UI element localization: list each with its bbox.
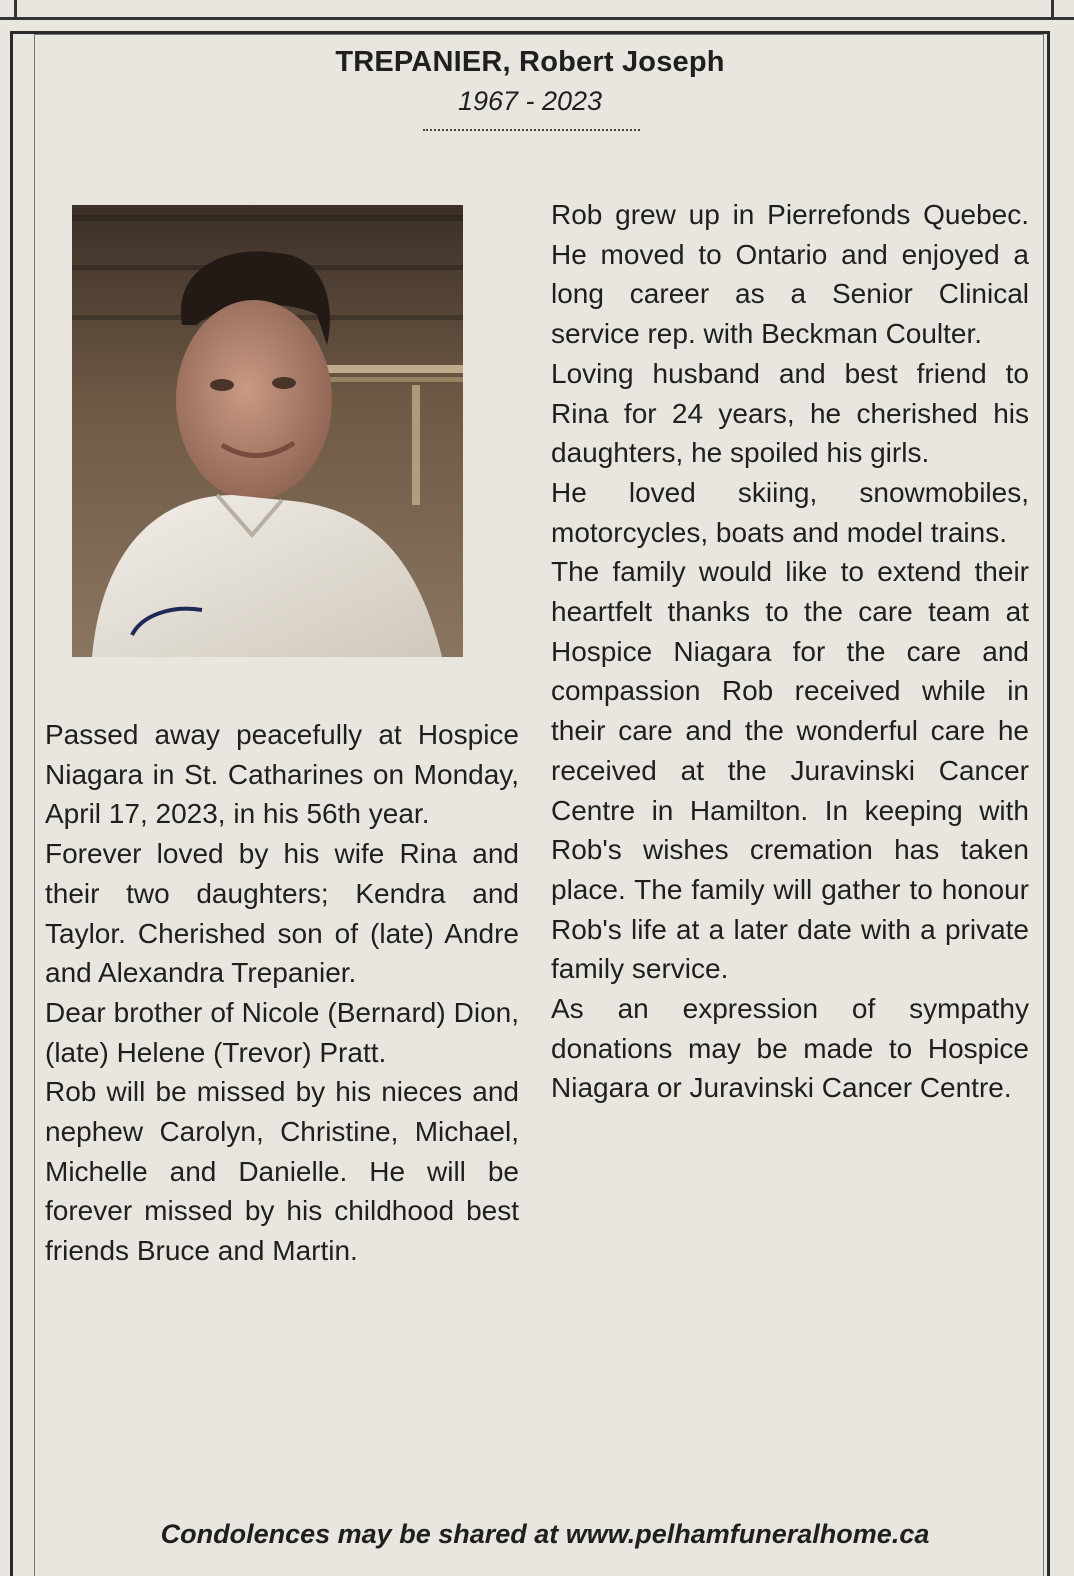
paragraph-donations: As an expression of sympathy donations may be made to Hospice Niagara or Juravinski Cancer Centre.: [551, 993, 1029, 1104]
obituary-left-column: [45, 715, 519, 1271]
paragraph-siblings: Dear brother of Nicole (Bernard) Dion, (late) Helene (Trevor) Pratt.: [45, 996, 519, 1068]
obituary-right-column: [551, 195, 1029, 1108]
paragraph-husband: Loving husband and best friend to Rina for 24 years, he cherished his daughters, he spoiled his girls.: [551, 357, 1029, 469]
condolences-footer: Condolences may be shared at www.pelhamfuneralhome.ca: [160, 1519, 930, 1549]
life-years: 1967 - 2023: [457, 86, 603, 116]
paragraph-missed-by: Rob will be missed by his nieces and nephew Carolyn, Christine, Michael, Michelle and Danielle. He will be forever missed by his childhood best friends Bruce and Martin.: [45, 1076, 519, 1267]
paragraph-family: Forever loved by his wife Rina and their two daughters; Kendra and Taylor. Cherished son of (late) Andre and Alexandra Trepanier.: [45, 838, 519, 989]
portrait-illustration: [72, 205, 463, 657]
paragraph-passing: Passed away peacefully at Hospice Niagara in St. Catharines on Monday, April 17, 2023, in his 56th year.: [45, 719, 519, 830]
dotted-divider: [423, 129, 640, 131]
paragraph-thanks: The family would like to extend their heartfelt thanks to the care team at Hospice Niagara for the care and compassion Rob received while in their care and the wonderful care he received at the Juravinski Cancer Centre in Hamilton. In keeping with Rob's wishes cremation has taken place. The family will gather to honour Rob's life at a later date with a private family service.: [551, 556, 1029, 985]
paragraph-early-life: Rob grew up in Pierrefonds Quebec. He moved to Ontario and enjoyed a long career as a Senior Clinical service rep. with Beckman Coulter.: [551, 199, 1029, 350]
obituary-header: [0, 42, 1060, 120]
paragraph-hobbies: He loved skiing, snowmobiles, motorcycles, boats and model trains.: [551, 476, 1029, 548]
deceased-name: TREPANIER, Robert Joseph: [335, 46, 725, 78]
portrait-photo: [72, 205, 463, 657]
top-border: [0, 0, 1074, 20]
